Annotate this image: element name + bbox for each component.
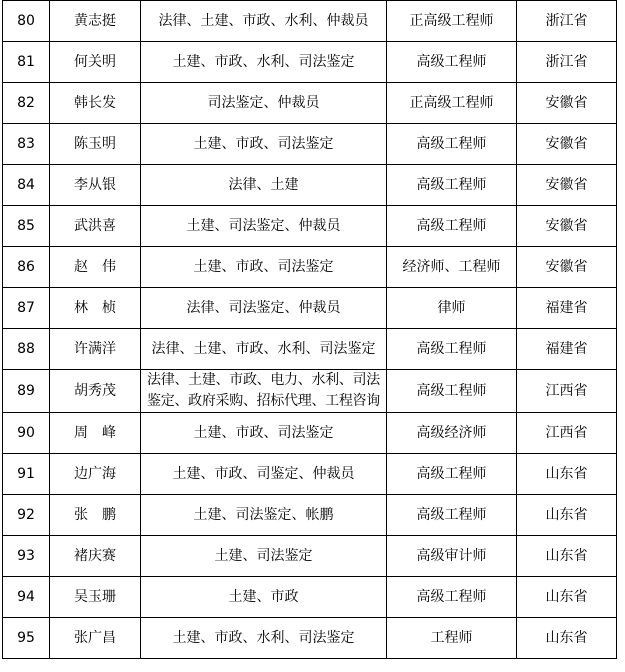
expert-title: 高级工程师 bbox=[387, 165, 517, 206]
row-number: 91 bbox=[3, 454, 50, 495]
expert-province: 安徽省 bbox=[517, 83, 617, 124]
expert-fields: 土建、司法鉴定 bbox=[141, 536, 387, 577]
row-number: 95 bbox=[3, 618, 50, 659]
expert-fields: 法律、土建 bbox=[141, 165, 387, 206]
expert-title: 高级工程师 bbox=[387, 206, 517, 247]
row-number: 94 bbox=[3, 577, 50, 618]
table-row bbox=[3, 536, 617, 577]
table-body bbox=[3, 1, 617, 659]
expert-name: 何关明 bbox=[50, 42, 141, 83]
expert-province: 浙江省 bbox=[517, 1, 617, 42]
expert-fields: 土建、司法鉴定、仲裁员 bbox=[141, 206, 387, 247]
expert-title: 高级审计师 bbox=[387, 536, 517, 577]
expert-province: 山东省 bbox=[517, 536, 617, 577]
row-number: 82 bbox=[3, 83, 50, 124]
table-row bbox=[3, 247, 617, 288]
expert-province: 山东省 bbox=[517, 454, 617, 495]
row-number: 90 bbox=[3, 413, 50, 454]
expert-fields: 土建、市政、司鉴定、仲裁员 bbox=[141, 454, 387, 495]
expert-title: 律师 bbox=[387, 288, 517, 329]
expert-fields: 法律、土建、市政、水利、司法鉴定 bbox=[141, 329, 387, 370]
table-row bbox=[3, 577, 617, 618]
expert-fields: 土建、市政 bbox=[141, 577, 387, 618]
expert-fields: 土建、市政、司法鉴定 bbox=[141, 247, 387, 288]
table-row bbox=[3, 206, 617, 247]
table-row bbox=[3, 42, 617, 83]
expert-province: 江西省 bbox=[517, 370, 617, 413]
expert-title: 高级工程师 bbox=[387, 495, 517, 536]
row-number: 87 bbox=[3, 288, 50, 329]
table-row bbox=[3, 1, 617, 42]
expert-name: 胡秀茂 bbox=[50, 370, 141, 413]
table-row bbox=[3, 165, 617, 206]
expert-fields: 土建、市政、水利、司法鉴定 bbox=[141, 618, 387, 659]
expert-name: 李从银 bbox=[50, 165, 141, 206]
expert-title: 高级工程师 bbox=[387, 329, 517, 370]
expert-province: 福建省 bbox=[517, 288, 617, 329]
expert-name: 吴玉珊 bbox=[50, 577, 141, 618]
expert-table bbox=[2, 0, 617, 659]
expert-title: 高级经济师 bbox=[387, 413, 517, 454]
expert-title: 高级工程师 bbox=[387, 124, 517, 165]
expert-fields: 司法鉴定、仲裁员 bbox=[141, 83, 387, 124]
row-number: 81 bbox=[3, 42, 50, 83]
expert-province: 福建省 bbox=[517, 329, 617, 370]
table-row bbox=[3, 83, 617, 124]
expert-title: 高级工程师 bbox=[387, 454, 517, 495]
expert-name: 赵 伟 bbox=[50, 247, 141, 288]
table-row bbox=[3, 370, 617, 413]
row-number: 92 bbox=[3, 495, 50, 536]
expert-fields: 土建、市政、司法鉴定 bbox=[141, 124, 387, 165]
expert-name: 陈玉明 bbox=[50, 124, 141, 165]
expert-fields: 土建、市政、司法鉴定 bbox=[141, 413, 387, 454]
expert-title: 经济师、工程师 bbox=[387, 247, 517, 288]
table-row bbox=[3, 413, 617, 454]
expert-province: 安徽省 bbox=[517, 124, 617, 165]
row-number: 86 bbox=[3, 247, 50, 288]
expert-province: 安徽省 bbox=[517, 247, 617, 288]
expert-name: 许满洋 bbox=[50, 329, 141, 370]
table-row bbox=[3, 454, 617, 495]
table-row bbox=[3, 618, 617, 659]
row-number: 83 bbox=[3, 124, 50, 165]
row-number: 89 bbox=[3, 370, 50, 413]
expert-name: 褚庆赛 bbox=[50, 536, 141, 577]
expert-province: 安徽省 bbox=[517, 165, 617, 206]
expert-province: 山东省 bbox=[517, 577, 617, 618]
expert-name: 周 峰 bbox=[50, 413, 141, 454]
expert-title: 正高级工程师 bbox=[387, 1, 517, 42]
expert-province: 山东省 bbox=[517, 495, 617, 536]
expert-fields: 法律、土建、市政、电力、水利、司法鉴定、政府采购、招标代理、工程咨询 bbox=[141, 370, 387, 413]
expert-name: 张广昌 bbox=[50, 618, 141, 659]
expert-name: 林 桢 bbox=[50, 288, 141, 329]
expert-name: 韩长发 bbox=[50, 83, 141, 124]
expert-name: 边广海 bbox=[50, 454, 141, 495]
row-number: 80 bbox=[3, 1, 50, 42]
expert-title: 高级工程师 bbox=[387, 42, 517, 83]
expert-name: 黄志挺 bbox=[50, 1, 141, 42]
expert-title: 高级工程师 bbox=[387, 577, 517, 618]
row-number: 84 bbox=[3, 165, 50, 206]
table-row bbox=[3, 124, 617, 165]
expert-province: 江西省 bbox=[517, 413, 617, 454]
expert-province: 浙江省 bbox=[517, 42, 617, 83]
expert-name: 武洪喜 bbox=[50, 206, 141, 247]
table-row bbox=[3, 329, 617, 370]
expert-province: 安徽省 bbox=[517, 206, 617, 247]
row-number: 85 bbox=[3, 206, 50, 247]
expert-fields: 土建、司法鉴定、帐鹏 bbox=[141, 495, 387, 536]
row-number: 88 bbox=[3, 329, 50, 370]
expert-title: 正高级工程师 bbox=[387, 83, 517, 124]
expert-province: 山东省 bbox=[517, 618, 617, 659]
row-number: 93 bbox=[3, 536, 50, 577]
expert-fields: 法律、土建、市政、水利、仲裁员 bbox=[141, 1, 387, 42]
expert-title: 工程师 bbox=[387, 618, 517, 659]
expert-fields: 法律、司法鉴定、仲裁员 bbox=[141, 288, 387, 329]
expert-title: 高级工程师 bbox=[387, 370, 517, 413]
expert-name: 张 鹏 bbox=[50, 495, 141, 536]
table-row bbox=[3, 288, 617, 329]
table-row bbox=[3, 495, 617, 536]
expert-fields: 土建、市政、水利、司法鉴定 bbox=[141, 42, 387, 83]
